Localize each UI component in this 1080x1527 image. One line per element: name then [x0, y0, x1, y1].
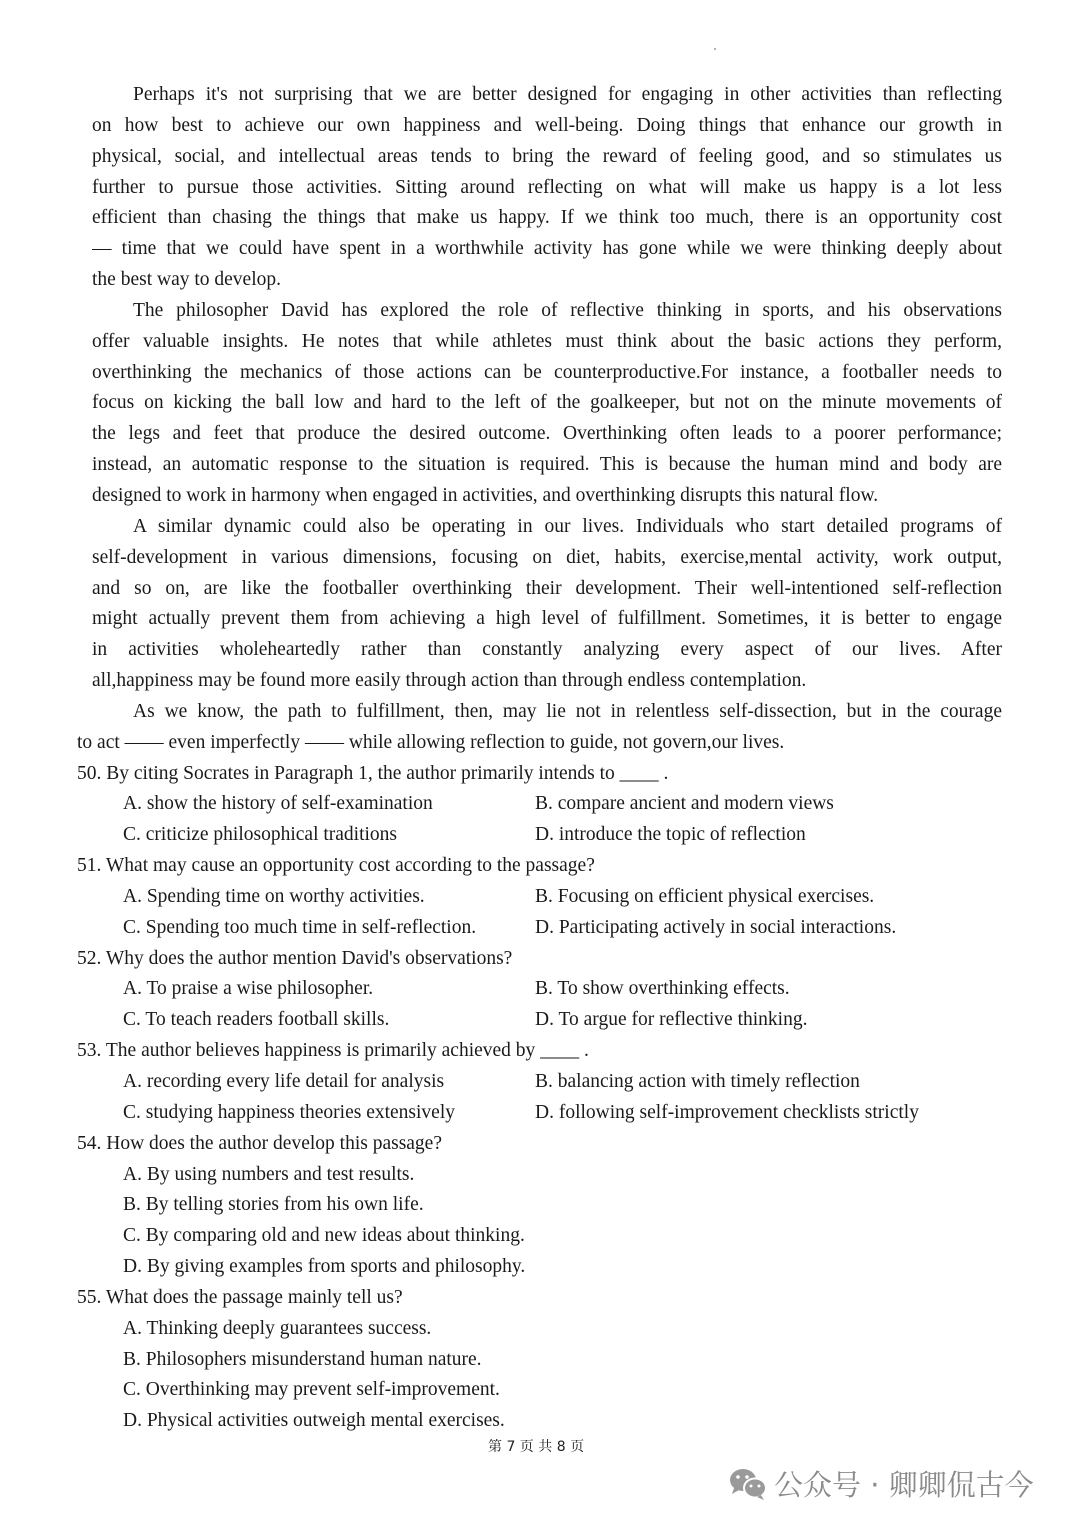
answer-option[interactable]: B. By telling stories from his own life. [123, 1194, 424, 1216]
answer-option[interactable]: A. By using numbers and test results. [123, 1163, 415, 1185]
option-row [0, 1005, 1080, 1036]
paragraph [0, 296, 1080, 512]
paragraph-line: might actually prevent them from achieving a high level of fulfillment. Sometimes, it is better to engage [92, 608, 1002, 630]
question-stem: 52. Why does the author mention David's observations? [77, 947, 513, 969]
paragraph [0, 512, 1080, 697]
option-row [0, 1160, 1080, 1191]
answer-option[interactable]: C. studying happiness theories extensively [123, 1101, 455, 1123]
option-row [0, 1221, 1080, 1252]
answer-option[interactable]: D. introduce the topic of reflection [535, 824, 806, 846]
question-stem: 53. The author believes happiness is primarily achieved by ____ . [77, 1040, 589, 1062]
question-item [0, 851, 1080, 944]
answer-option[interactable]: D. To argue for reflective thinking. [535, 1009, 808, 1031]
answer-option[interactable]: C. Spending too much time in self-reflection. [123, 916, 477, 938]
watermark [728, 1463, 1034, 1504]
option-row [0, 1406, 1080, 1437]
paragraph-line: Perhaps it's not surprising that we are better designed for engaging in other activities than reflecting [133, 84, 1002, 105]
paragraph-line: all,happiness may be found more easily through action than through endless contemplation. [92, 670, 807, 692]
answer-option[interactable]: C. criticize philosophical traditions [123, 824, 398, 846]
option-row [0, 789, 1080, 820]
paragraph-line: offer valuable insights. He notes that while athletes must think about the basic actions they perform, [92, 330, 1002, 352]
answer-option[interactable]: B. Focusing on efficient physical exercises. [535, 885, 875, 907]
scan-speck [714, 48, 716, 50]
answer-option[interactable]: B. compare ancient and modern views [535, 793, 834, 815]
answer-option[interactable]: C. By comparing old and new ideas about thinking. [123, 1225, 525, 1247]
question-item [0, 1283, 1080, 1437]
paragraph-line: and so on, are like the footballer overthinking their development. Their well-intentioned self-reflection [92, 577, 1002, 599]
wechat-icon [728, 1467, 768, 1501]
answer-option[interactable]: D. Physical activities outweigh mental exercises. [123, 1410, 505, 1432]
paragraph [0, 80, 1080, 296]
paragraph-line: self-development in various dimensions, focusing on diet, habits, exercise,mental activity, work output, [92, 546, 1002, 568]
answer-option[interactable]: D. following self-improvement checklists strictly [535, 1101, 919, 1123]
paragraph-line: the legs and feet that produce the desired outcome. Overthinking often leads to a poorer performance; [92, 423, 1002, 445]
passage-and-questions [0, 80, 1080, 1437]
answer-option[interactable]: A. recording every life detail for analysis [123, 1071, 445, 1092]
question-item [0, 1129, 1080, 1283]
option-row [0, 1098, 1080, 1129]
question-item [0, 944, 1080, 1037]
option-row [0, 1375, 1080, 1406]
page-number: 第 7 页 共 8 页 [488, 1439, 585, 1455]
answer-option[interactable]: C. Overthinking may prevent self-improvement. [123, 1379, 500, 1401]
paragraph-line: overthinking the mechanics of those actions can be counterproductive.For instance, a footballer needs to [92, 361, 1002, 383]
paragraph-line: on how best to achieve our own happiness and well-being. Doing things that enhance our growth in [92, 114, 1002, 136]
paragraph-line: the best way to develop. [92, 269, 281, 291]
question-stem: 55. What does the passage mainly tell us? [77, 1286, 403, 1308]
question-stem: 51. What may cause an opportunity cost according to the passage? [77, 855, 595, 877]
question-item [0, 759, 1080, 852]
answer-option[interactable]: A. To praise a wise philosopher. [123, 978, 374, 1000]
paragraph-line: As we know, the path to fulfillment, then, may lie not in relentless self-dissection, but in the courage [133, 700, 1002, 722]
answer-option[interactable]: B. balancing action with timely reflection [535, 1071, 860, 1092]
answer-option[interactable]: C. To teach readers football skills. [123, 1009, 390, 1031]
paragraph-line: — time that we could have spent in a worthwhile activity has gone while we were thinking deeply about [92, 238, 1002, 260]
paragraph-line: designed to work in harmony when engaged in activities, and overthinking disrupts this natural flow. [92, 484, 879, 506]
option-row [0, 1314, 1080, 1345]
option-row [0, 913, 1080, 944]
option-row [0, 1067, 1080, 1098]
answer-option[interactable]: A. Thinking deeply guarantees success. [123, 1317, 432, 1339]
paragraph-line: in activities wholeheartedly rather than constantly analyzing every aspect of our lives. After [92, 639, 1002, 661]
paragraph-line: physical, social, and intellectual areas tends to bring the reward of feeling good, and so stimulates us [92, 145, 1002, 167]
paragraph-line: to act —— even imperfectly —— while allowing reflection to guide, not govern,our lives. [77, 731, 785, 753]
watermark-text: 公众号 · 卿卿侃古今 [774, 1468, 1034, 1502]
answer-option[interactable]: B. To show overthinking effects. [535, 978, 790, 1000]
answer-option[interactable]: A. show the history of self-examination [123, 793, 433, 815]
paragraph-line: instead, an automatic response to the situation is required. This is because the human mind and body are [92, 454, 1002, 476]
answer-option[interactable]: D. Participating actively in social interactions. [535, 916, 897, 938]
question-stem: 54. How does the author develop this passage? [77, 1132, 442, 1154]
answer-option[interactable]: A. Spending time on worthy activities. [123, 885, 425, 907]
paragraph-line: A similar dynamic could also be operating in our lives. Individuals who start detailed programs of [133, 515, 1002, 537]
option-row [0, 974, 1080, 1005]
option-row [0, 882, 1080, 913]
paragraph-line: efficient than chasing the things that make us happy. If we think too much, there is an opportunity cost [92, 207, 1002, 229]
paragraph [0, 697, 1080, 759]
paragraph-line: focus on kicking the ball low and hard to the left of the goalkeeper, but not on the minute movements of [92, 392, 1002, 414]
option-row [0, 1345, 1080, 1376]
answer-option[interactable]: D. By giving examples from sports and philosophy. [123, 1256, 526, 1278]
paragraph-line: The philosopher David has explored the role of reflective thinking in sports, and his observations [133, 299, 1002, 321]
question-item [0, 1036, 1080, 1129]
option-row [0, 1190, 1080, 1221]
answer-option[interactable]: B. Philosophers misunderstand human nature. [123, 1348, 482, 1370]
question-stem: 50. By citing Socrates in Paragraph 1, the author primarily intends to ____ . [77, 762, 669, 784]
option-row [0, 1252, 1080, 1283]
option-row [0, 820, 1080, 851]
paragraph-line: further to pursue those activities. Sitting around reflecting on what will make us happy is a lot less [92, 176, 1002, 198]
